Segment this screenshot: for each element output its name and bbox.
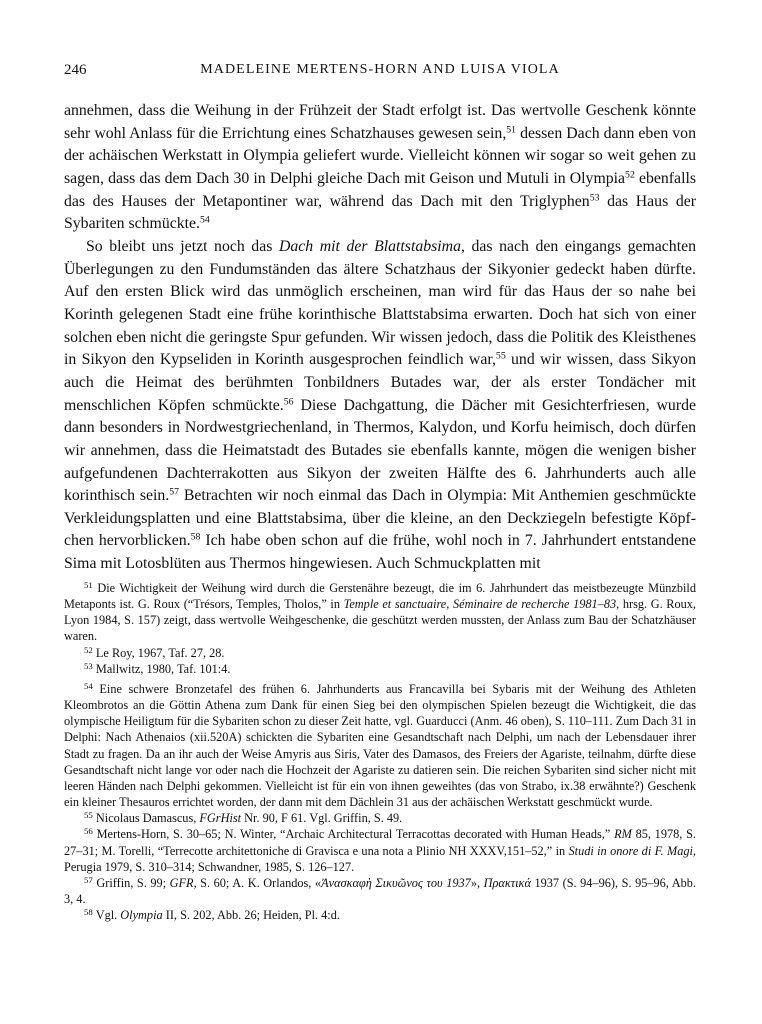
footnote: [64, 907, 696, 923]
text-run: dessen Dach dann eben von der achäischen Werkstatt in Olympia geliefert wurde. Vielleicht können wir sogar so weit gehen zu sagen, dass das dem Dach 30 in Delphi gleiche Dach mit Geison und Mutuli in Olympia: [64, 124, 696, 187]
italic-text: RM: [614, 827, 632, 842]
footnote-marker: 56: [283, 396, 294, 408]
footnote-marker: 58: [84, 907, 93, 918]
italic-text: Temple et sanctuaire, Séminaire de recherche 1981–83: [343, 597, 617, 612]
text-run: 85, 1978, S. 27–31; M. Torelli, “Terrecotte architettoniche di Gravisca e una nota a Plinio NH XXXV,151–52,” in: [64, 827, 696, 858]
italic-text: Πρακτικά: [483, 875, 531, 890]
footnote-marker: 56: [84, 826, 93, 837]
running-title: MADELEINE MERTENS-HORN AND LUISA VIOLA: [200, 62, 560, 77]
footnote-marker: 51: [84, 580, 93, 591]
footnote-marker: 54: [200, 214, 210, 226]
footnote-marker: 55: [84, 810, 93, 821]
footnote-marker: 57: [169, 486, 180, 498]
text-run: Diese Dachgattung, die Dächer mit Gesichterfriesen, wurde dann besonders in Nordwestgriechenland, in Thermos, Kalydon, und Korfu heimisch, doch dürfen wir annehmen, dass die Heimatstadt des Butades sie ebenfalls kannte, mögen die wenigen bisher aufgefundenen Dachterrakotten aus Sikyon der zweiten Hälfte des 6. Jahrhunderts auch alle korinthisch sein.: [64, 396, 696, 505]
text-run: Mertens-Horn, S. 30–65; N. Winter, “Archaic Architectural Terracottas decorated with Human Heads,”: [92, 827, 615, 842]
footnote-marker: 57: [84, 874, 93, 885]
text-run: das Haus der Sybariten schmückte.: [64, 192, 697, 233]
text-run: Mallwitz, 1980, Taf. 101:4.: [92, 661, 231, 676]
body-paragraph: [64, 100, 696, 236]
text-run: »,: [470, 875, 484, 890]
footnote: [64, 826, 696, 874]
page-number: 246: [64, 62, 87, 78]
footnote: [64, 580, 696, 645]
footnote-marker: 53: [589, 192, 600, 204]
footnote: [64, 661, 696, 677]
footnote-marker: 58: [190, 532, 201, 544]
text-run: Griffin, S. 99;: [92, 875, 170, 890]
text-run: Die Wichtigkeit der Weihung wird durch die Gerstenähre bezeugt, die im 6. Jahrhundert das meistbezeugte Münzbild Metaponts ist. G. Roux (“Trésors, Temples, Tholos,” in: [64, 581, 696, 612]
page-header: [64, 62, 696, 84]
text-run: 1937 (S. 94–96), S. 95–96, Abb. 3, 4.: [64, 875, 697, 906]
text-run: II, S. 202, Abb. 26; Heiden, Pl. 4:d.: [162, 908, 340, 923]
footnote-marker: 55: [495, 350, 506, 362]
text-run: , hrsg. G. Roux, Lyon 1984, S. 157) zeigt, dass wertvolle Weihgeschenke, die geschützt werden mussten, der Anlass zum Bau der Schatzhäuser waren.: [64, 597, 696, 644]
italic-text: GFR: [169, 875, 194, 890]
text-run: Eine schwere Bronzetafel des frühen 6. Jahrhunderts aus Francavilla bei Sybaris mit der Weihung des Athleten Kleombrotos an die Göttin Athena zum Dank für einen Sieg bei den olympischen Spielen bezeugt die Wichtigkeit, die das olympische Heiligtum für die Sybariten schon zu dieser Zeit hatte, vgl. Guarducci (Anm. 46 oben), S. 110–111. Zum Dach 31 in Delphi: Nach Athenaios (xii.520A) schickten die Sybariten eine Gesandtschaft nach Delphi, um nach der Lebensdauer ihrer Stadt zu fragen. Da an ihr auch der Weise Amyris aus Siris, Vater des Damasos, des Freiers der Agariste, teilnahm, dürfte diese Gesandtschaft nicht lange vor oder nach die Hochzeit der Agariste zu datieren sein. Die reichen Sybariten sind sicher nicht mit leeren Händen nach Delphi gekommen. Vielleicht ist für ein von ihnen geweihtes (das von Strabo, ix.38 erwähnte?) Geschenk ein kleiner Thesauros errichtet worden, der dann mit dem Dächlein 31 aus der achäischen Werkstatt geschmückt wurde.: [64, 681, 696, 810]
italic-text: Dach mit der Blattstabsima: [278, 237, 461, 255]
text-run: und wir wissen, dass Sikyon auch die Heimat des berühmten Tonbildners Butades war, der als erster Tondächer mit menschlichen Köpfen schmückte.: [64, 351, 696, 414]
text-run: annehmen, dass die Weihung in der Frühzeit der Stadt erfolgt ist. Das wertvolle Geschenk könnte sehr wohl Anlass für die Errichtung eines Schatzhauses gewesen sein,: [64, 102, 696, 142]
text-run: ebenfalls das des Hauses der Metapontiner war, während das Dach mit den Triglyphen: [64, 169, 696, 210]
footnote: [64, 645, 696, 661]
italic-text: Studi in onore di F. Magi: [568, 843, 693, 858]
text-run: Le Roy, 1967, Taf. 27, 28.: [92, 645, 225, 660]
text-run: So bleibt uns jetzt noch das: [86, 237, 279, 255]
text-run: , Perugia 1979, S. 310–314; Schwandner, 1985, S. 126–127.: [64, 843, 696, 874]
body-text: [64, 100, 696, 576]
footnote-marker: 52: [84, 644, 93, 655]
footnote: [64, 681, 696, 810]
text-run: Betrachten wir noch einmal das Dach in Olympia: Mit Anthemien geschmückte Verkleidungsplatten und eine Blattstabsima, über die kleine, an den Deckziegeln befestigte Köpfchen hervorblicken.: [64, 487, 696, 550]
body-paragraph: [64, 236, 696, 576]
text-run: Vgl.: [92, 908, 121, 923]
text-run: , S. 60; A. K. Orlandos, «: [193, 875, 322, 890]
footnote-marker: 51: [506, 124, 517, 136]
footnote-marker: 52: [625, 169, 635, 181]
italic-text: Ἀνασκαφὴ Σικυῶνος του 1937: [321, 875, 471, 890]
italic-text: Olympia: [120, 908, 163, 923]
text-run: Ich habe oben schon auf die frühe, wohl noch in 7. Jahrhundert entstandene Sima mit Lotosblüten aus Thermos hingewiesen. Auch Schmuckplatten mit: [64, 532, 696, 573]
footnote: [64, 810, 696, 826]
italic-text: FGrHist: [199, 811, 242, 826]
footnote-marker: 53: [84, 660, 93, 671]
footnote: [64, 875, 696, 907]
text-run: , das nach den eingangs gemachten Überlegungen zu den Fundumständen das ältere Schatzhaus der Sikyonier gedeckt haben dürfte. Auf den ersten Blick wird das unmöglich erscheinen, man wird für das Haus der so nahe bei Korinth gelegenen Stadt eine frühe korinthische Blattstabsima erwarten. Doch hat sich von einer solchen eben nicht die geringste Spur gefunden. Wir wissen jedoch, dass die Politik des Kleisthenes in Sikyon den Kypseliden in Korinth ausgesprochen feindlich war,: [64, 237, 696, 369]
text-run: Nicolaus Damascus,: [92, 811, 200, 826]
text-run: Nr. 90, F 61. Vgl. Griffin, S. 49.: [241, 811, 403, 826]
footnote-marker: 54: [84, 680, 93, 691]
footnotes: [64, 580, 696, 923]
